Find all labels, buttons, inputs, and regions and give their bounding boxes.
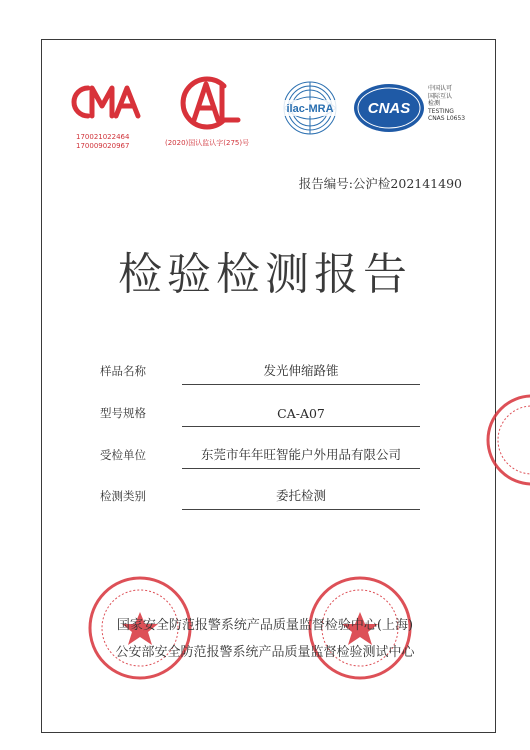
report-title: 检验检测报告 bbox=[118, 249, 412, 300]
cnas-caption-2: 国际互认 bbox=[428, 92, 453, 100]
field-label: 检测类别 bbox=[100, 489, 146, 503]
field-row-test-type bbox=[100, 484, 420, 510]
cal-caption: (2020)国认监认字(275)号 bbox=[165, 139, 250, 147]
field-label: 型号规格 bbox=[100, 406, 146, 420]
cma-number-1: 170021022464 bbox=[76, 133, 130, 141]
field-label: 样品名称 bbox=[100, 364, 146, 378]
field-underline bbox=[182, 426, 420, 427]
field-underline bbox=[182, 468, 420, 469]
cnas-caption-1: 中国认可 bbox=[428, 85, 453, 92]
cma-logo-icon bbox=[64, 78, 146, 126]
edge-seal-icon bbox=[484, 392, 530, 488]
field-row-model bbox=[100, 401, 420, 427]
report-number: 报告编号:公沪检202141490 bbox=[298, 176, 462, 191]
field-value: 发光伸缩路锥 bbox=[263, 363, 339, 378]
cnas-caption-5: CNAS L0653 bbox=[428, 115, 466, 122]
field-row-client bbox=[100, 443, 420, 469]
cnas-logo-icon bbox=[352, 82, 426, 134]
cnas-logo-text: CNAS bbox=[367, 100, 411, 117]
cma-number-2: 170009020967 bbox=[76, 142, 130, 150]
field-row-sample-name bbox=[100, 359, 420, 385]
ilac-mra-logo-icon bbox=[272, 78, 348, 138]
cnas-caption-4: TESTING bbox=[428, 107, 454, 115]
field-value: 东莞市年年旺智能户外用品有限公司 bbox=[200, 447, 401, 462]
cnas-caption-3: 检测 bbox=[428, 100, 441, 107]
field-value: CA-A07 bbox=[277, 406, 325, 421]
field-value: 委托检测 bbox=[275, 488, 326, 503]
field-underline bbox=[182, 384, 420, 385]
field-underline bbox=[182, 509, 420, 510]
field-label: 受检单位 bbox=[100, 448, 146, 462]
cal-logo-icon bbox=[172, 72, 244, 132]
ilac-logo-text: ilac-MRA bbox=[286, 103, 334, 115]
organization-name-2: 公安部安全防范报警系统产品质量监督检验测试中心 bbox=[115, 645, 415, 660]
organization-name-1: 国家安全防范报警系统产品质量监督检验中心(上海) bbox=[116, 618, 414, 633]
